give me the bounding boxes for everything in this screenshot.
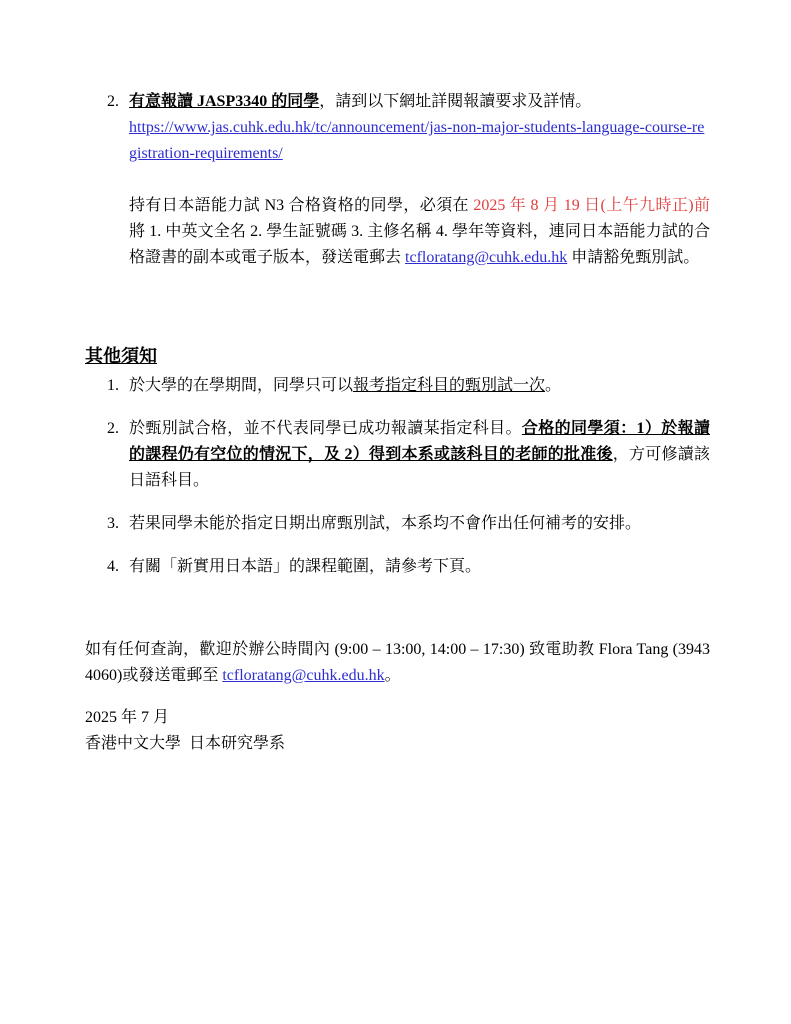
- note-4-text: 有關「新實用日本語」的課程範圍，請參考下頁。: [129, 558, 482, 575]
- list-number: 1.: [107, 377, 119, 394]
- note-1-text: [129, 373, 710, 399]
- footer-department: 香港中文大學 日本研究學系: [85, 735, 286, 752]
- note-1-end: 。: [545, 377, 562, 394]
- n3-exemption-paragraph: [129, 193, 710, 271]
- list-number: 2.: [107, 420, 119, 437]
- contact-text-before-email: 如有任何查詢，歡迎於辦公時間內 (9:00 – 13:00, 14:00 – 17:30) 致電助教 Flora Tang (3943 4060)或發送電郵至: [85, 641, 710, 684]
- list-item-jasp3340: [107, 89, 710, 167]
- footer-date: 2025 年 7 月: [85, 709, 170, 726]
- jasp3340-sentence: [129, 89, 710, 115]
- note-2-end: ，方可修讀該日語科目。: [129, 446, 710, 489]
- note-item-4: [107, 554, 710, 580]
- note-1-underlined: 報考指定科目的甄別試一次: [353, 377, 546, 394]
- note-1-plain: 於大學的在學期間，同學只可以: [129, 377, 354, 394]
- list-number: 4.: [107, 558, 119, 575]
- other-notes-list: [85, 373, 710, 580]
- n3-text-before-date: 持有日本語能力試 N3 合格資格的同學，必須在: [129, 197, 474, 214]
- jasp3340-rest-text: ，請到以下網址詳閱報讀要求及詳情。: [319, 93, 592, 110]
- note-item-3: [107, 511, 710, 537]
- registration-requirements-url-link[interactable]: https://www.jas.cuhk.edu.hk/tc/announcement/jas-non-major-students-language-course-registration-requirements/: [129, 119, 705, 162]
- contact-text-after-email: 。: [384, 667, 401, 684]
- note-3-text: 若果同學未能於指定日期出席甄別試，本系均不會作出任何補考的安排。: [129, 515, 642, 532]
- list-number: 3.: [107, 515, 119, 532]
- note-2-plain: 於甄別試合格，並不代表同學已成功報讀某指定科目。: [129, 420, 522, 437]
- n3-text-after-email: 申請豁免甄別試。: [567, 249, 700, 266]
- contact-email-link[interactable]: tcfloratang@cuhk.edu.hk: [222, 667, 385, 684]
- note-2-text: [129, 416, 710, 494]
- note-2-bold-underlined: 合格的同學須：1）於報讀的課程仍有空位的情況下，及 2）得到本系或該科目的老師的批准後: [129, 420, 710, 463]
- jasp3340-lead-text: 有意報讀 JASP3340 的同學: [129, 93, 320, 110]
- note-item-2: [107, 416, 710, 494]
- other-notes-heading: 其他須知: [85, 346, 157, 366]
- n3-deadline-date: 2025 年 8 月 19 日(上午九時正)前: [473, 197, 710, 214]
- n3-email-link[interactable]: tcfloratang@cuhk.edu.hk: [405, 249, 568, 266]
- n3-text-middle: 將 1. 中英文全名 2. 學生証號碼 3. 主修名稱 4. 學年等資料，連同日本語能力試的合格證書的副本或電子版本，發送電郵去: [129, 223, 710, 266]
- list-number: 2.: [107, 93, 119, 110]
- note-item-1: [107, 373, 710, 399]
- contact-paragraph: [85, 637, 710, 689]
